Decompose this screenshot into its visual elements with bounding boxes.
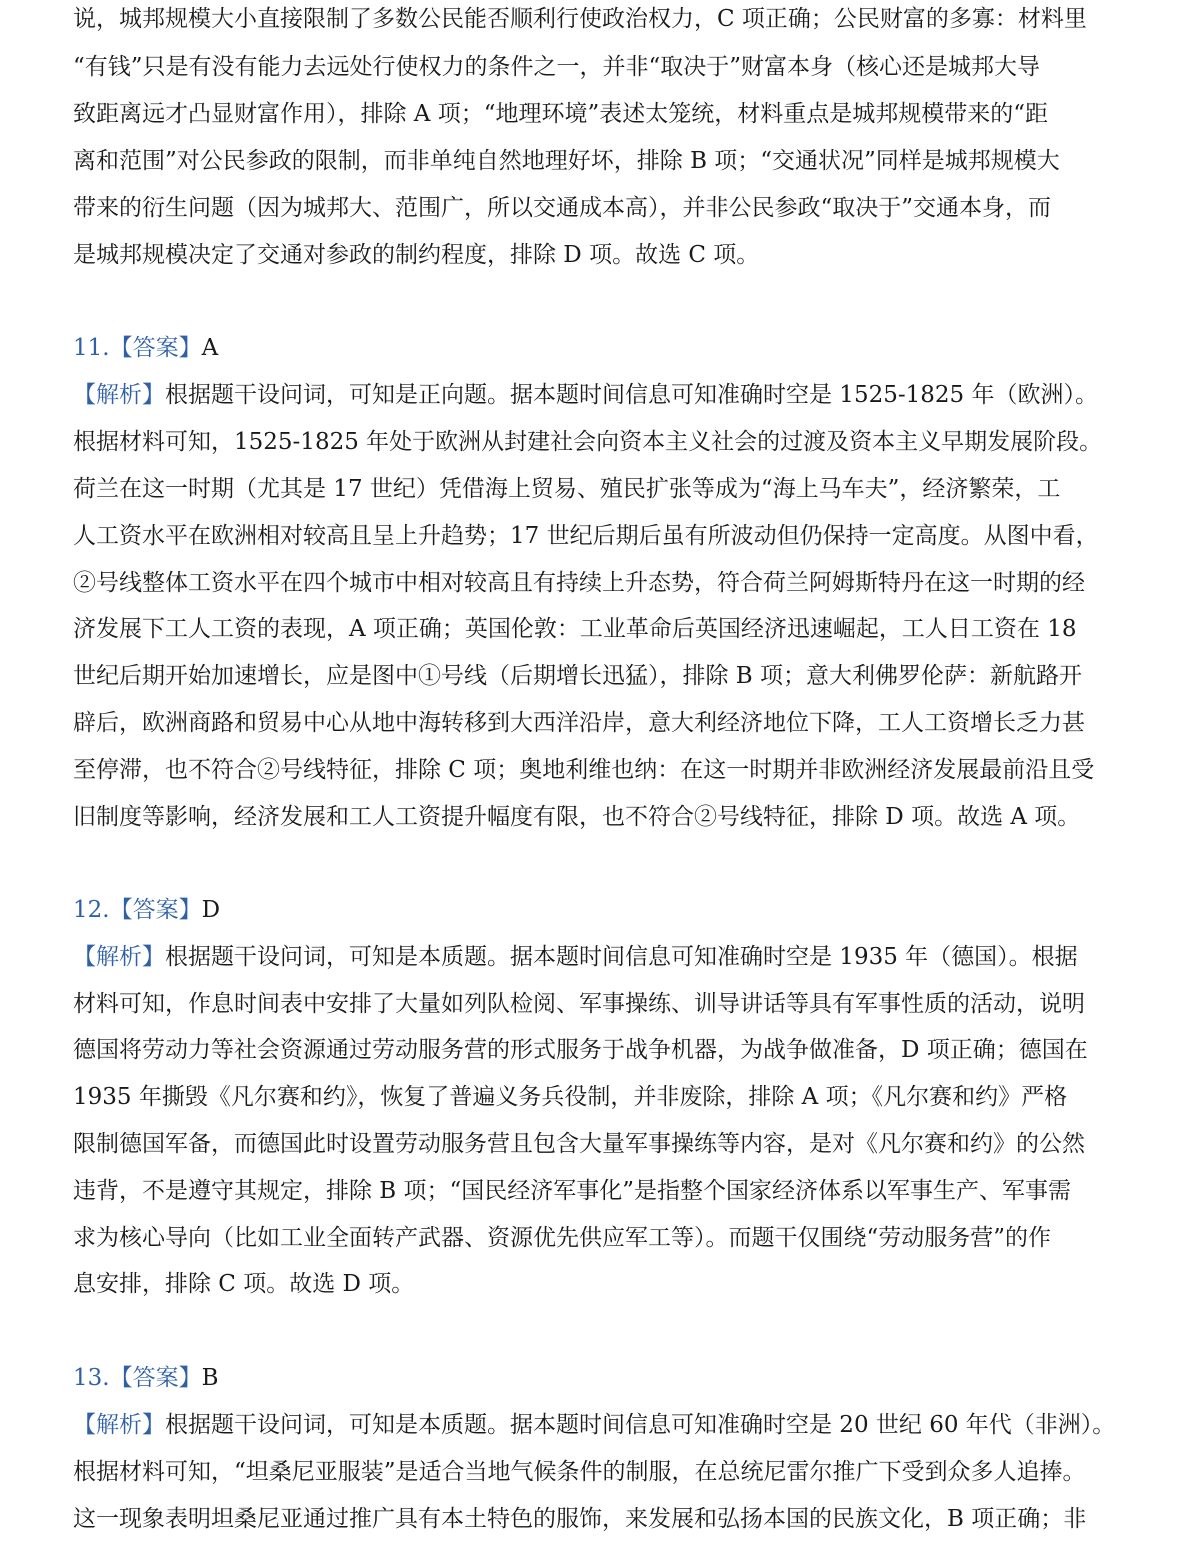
q11-analysis-tag: 【解析】 — [73, 382, 165, 408]
q11-line-6: 济发展下工人工资的表现，A 项正确；英国伦敦：工业革命后英国经济迅速崛起，工人日工资在 18 — [73, 616, 1077, 642]
q11-line-10: 旧制度等影响，经济发展和工人工资提升幅度有限，也不符合②号线特征，排除 D 项。故选 A 项。 — [73, 804, 1081, 830]
intro-line-2: “有钱”只是有没有能力去远处行使权力的条件之一，并非“取决于”财富本身（核心还是城邦大导 — [73, 54, 1041, 80]
q11-number: 11. — [73, 335, 110, 361]
q12-analysis-line-1 — [73, 942, 1123, 972]
q12-line-6: 违背，不是遵守其规定，排除 B 项；“国民经济军事化”是指整个国家经济体系以军事生产、军事需 — [73, 1178, 1072, 1204]
q13-number: 13. — [73, 1365, 110, 1391]
q11-line-7: 世纪后期开始加速增长，应是图中①号线（后期增长迅猛），排除 B 项；意大利佛罗伦萨：新航路开 — [73, 663, 1083, 689]
q11-answer: A — [201, 335, 219, 361]
q11-analysis-line-1 — [73, 380, 1123, 410]
q12-answer-line — [73, 895, 1123, 925]
q12-line-3: 德国将劳动力等社会资源通过劳动服务营的形式服务于战争机器，为战争做准备，D 项正确；德国在 — [73, 1037, 1088, 1063]
q11-line-9: 至停滞，也不符合②号线特征，排除 C 项；奥地利维也纳：在这一时期并非欧洲经济发展最前沿且受 — [73, 757, 1095, 783]
q12-analysis-tag: 【解析】 — [73, 944, 165, 970]
intro-line-3: 致距离远才凸显财富作用），排除 A 项；“地理环境”表述太笼统，材料重点是城邦规模带来的“距 — [73, 101, 1049, 127]
q11-answer-line — [73, 333, 1123, 363]
q12-line-8: 息安排，排除 C 项。故选 D 项。 — [73, 1271, 415, 1297]
q13-answer-tag: 【答案】 — [109, 1365, 202, 1391]
q12-line-5: 限制德国军备，而德国此时设置劳动服务营且包含大量军事操练等内容，是对《凡尔赛和约》的公然 — [73, 1131, 1085, 1157]
q12-answer: D — [201, 897, 221, 923]
q12-line-4: 1935 年撕毁《凡尔赛和约》，恢复了普遍义务兵役制，并非废除，排除 A 项；《凡尔赛和约》严格 — [73, 1084, 1068, 1110]
q12-line-2: 材料可知，作息时间表中安排了大量如列队检阅、军事操练、训导讲话等具有军事性质的活动，说明 — [73, 991, 1085, 1017]
q11-analysis-text: 根据题干设问词，可知是正向题。据本题时间信息可知准确时空是 1525-1825 年（欧洲）。 — [165, 382, 1098, 408]
q12-answer-tag: 【答案】 — [109, 897, 202, 923]
q13-analysis-text: 根据题干设问词，可知是本质题。据本题时间信息可知准确时空是 20 世纪 60 年代（非洲）。 — [165, 1412, 1116, 1438]
intro-line-4: 离和范围”对公民参政的限制，而非单纯自然地理好坏，排除 B 项；“交通状况”同样是城邦规模大 — [73, 148, 1060, 174]
intro-line-6: 是城邦规模决定了交通对参政的制约程度，排除 D 项。故选 C 项。 — [73, 242, 760, 268]
q11-line-3: 荷兰在这一时期（尤其是 17 世纪）凭借海上贸易、殖民扩张等成为“海上马车夫”，经济繁荣，工 — [73, 476, 1061, 502]
q12-analysis-text: 根据题干设问词，可知是本质题。据本题时间信息可知准确时空是 1935 年（德国）。根据 — [165, 944, 1078, 970]
q11-line-8: 辟后，欧洲商路和贸易中心从地中海转移到大西洋沿岸，意大利经济地位下降，工人工资增长乏力甚 — [73, 710, 1085, 736]
q13-answer-line — [73, 1363, 1123, 1393]
q13-analysis-tag: 【解析】 — [73, 1412, 165, 1438]
q11-answer-tag: 【答案】 — [109, 335, 202, 361]
q11-line-2: 根据材料可知，1525-1825 年处于欧洲从封建社会向资本主义社会的过渡及资本主义早期发展阶段。 — [73, 429, 1103, 455]
intro-line-5: 带来的衍生问题（因为城邦大、范围广，所以交通成本高），并非公民参政“取决于”交通本身，而 — [73, 195, 1052, 221]
q12-number: 12. — [73, 897, 110, 923]
q13-line-3: 这一现象表明坦桑尼亚通过推广具有本土特色的服饰，来发展和弘扬本国的民族文化，B 项正确；非 — [73, 1506, 1087, 1532]
q13-line-2: 根据材料可知，“坦桑尼亚服装”是适合当地气候条件的制服，在总统尼雷尔推广下受到众多人追捧。 — [73, 1459, 1086, 1485]
q12-line-7: 求为核心导向（比如工业全面转产武器、资源优先供应军工等）。而题干仅围绕“劳动服务营”的作 — [73, 1225, 1052, 1251]
q11-line-5: ②号线整体工资水平在四个城市中相对较高且有持续上升态势，符合荷兰阿姆斯特丹在这一时期的经 — [73, 570, 1085, 596]
q11-line-4: 人工资水平在欧洲相对较高且呈上升趋势；17 世纪后期后虽有所波动但仍保持一定高度。从图中看， — [73, 523, 1099, 549]
q13-analysis-line-1 — [73, 1410, 1123, 1440]
q13-answer: B — [201, 1365, 219, 1391]
intro-line-1: 说，城邦规模大小直接限制了多数公民能否顺利行使政治权力，C 项正确；公民财富的多寡：材料里 — [73, 6, 1087, 32]
